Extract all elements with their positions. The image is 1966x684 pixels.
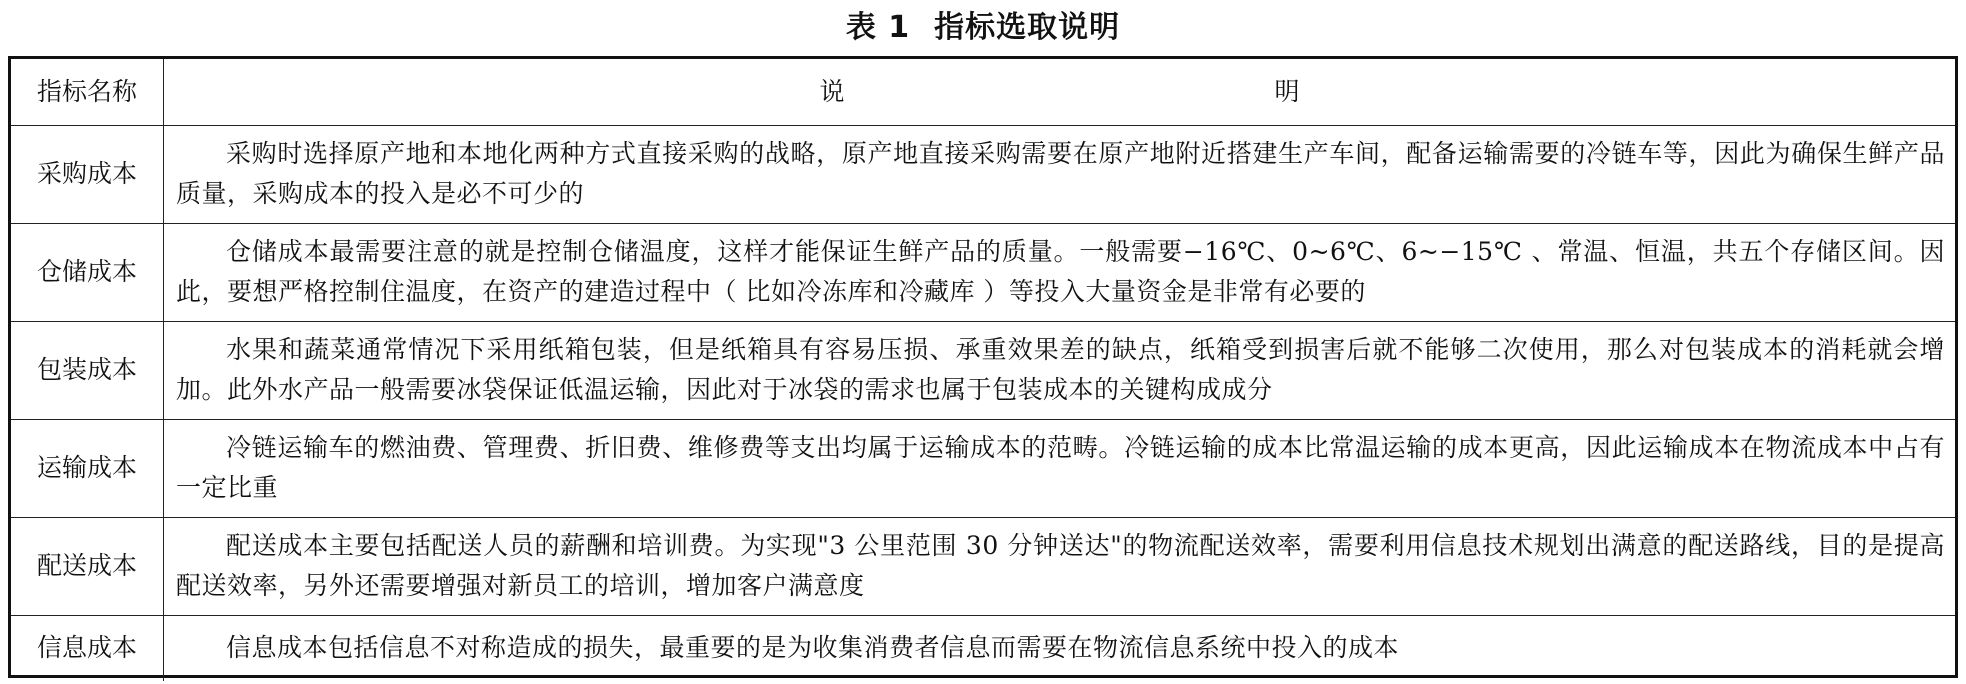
indicator-table [8,56,1958,678]
header-description-char-2: 明 [1274,76,1300,106]
row-description: 信息成本包括信息不对称造成的损失，最重要的是为收集消费者信息而需要在物流信息系统中投入的成本 [164,615,1956,681]
row-indicator-name: 仓储成本 [11,223,164,321]
row-indicator-name: 采购成本 [11,125,164,223]
row-description: 采购时选择原产地和本地化两种方式直接采购的战略，原产地直接采购需要在原产地附近搭建生产车间，配备运输需要的冷链车等，因此为确保生鲜产品质量，采购成本的投入是必不可少的 [164,125,1956,223]
row-description: 仓储成本最需要注意的就是控制仓储温度，这样才能保证生鲜产品的质量。一般需要−16℃、0~6℃、6~−15℃ 、常温、恒温，共五个存储区间。因此，要想严格控制住温度，在资产的建造过程中（ 比如冷冻库和冷藏库 ）等投入大量资金是非常有必要的 [164,223,1956,321]
header-description [164,59,1956,125]
table-row [11,125,1955,223]
table-row [11,223,1955,321]
table-header-row [11,59,1955,125]
indicator-table-grid [11,59,1955,681]
row-indicator-name: 包装成本 [11,321,164,419]
row-indicator-name: 配送成本 [11,517,164,615]
header-description-char-1: 说 [819,76,845,106]
table-row [11,517,1955,615]
row-description: 配送成本主要包括配送人员的薪酬和培训费。为实现"3 公里范围 30 分钟送达"的物流配送效率，需要利用信息技术规划出满意的配送路线，目的是提高配送效率，另外还需要增强对新员工的培训，增加客户满意度 [164,517,1956,615]
row-description: 水果和蔬菜通常情况下采用纸箱包装，但是纸箱具有容易压损、承重效果差的缺点，纸箱受到损害后就不能够二次使用，那么对包装成本的消耗就会增加。此外水产品一般需要冰袋保证低温运输，因此对于冰袋的需求也属于包装成本的关键构成成分 [164,321,1956,419]
header-indicator-name: 指标名称 [11,59,164,125]
table-caption [0,8,1966,48]
row-indicator-name: 运输成本 [11,419,164,517]
row-description: 冷链运输车的燃油费、管理费、折旧费、维修费等支出均属于运输成本的范畴。冷链运输的成本比常温运输的成本更高，因此运输成本在物流成本中占有一定比重 [164,419,1956,517]
table-row [11,419,1955,517]
row-indicator-name: 信息成本 [11,615,164,681]
table-row [11,321,1955,419]
table-title: 指标选取说明 [934,10,1121,45]
table-row [11,615,1955,681]
table-number: 表 1 [845,10,911,45]
